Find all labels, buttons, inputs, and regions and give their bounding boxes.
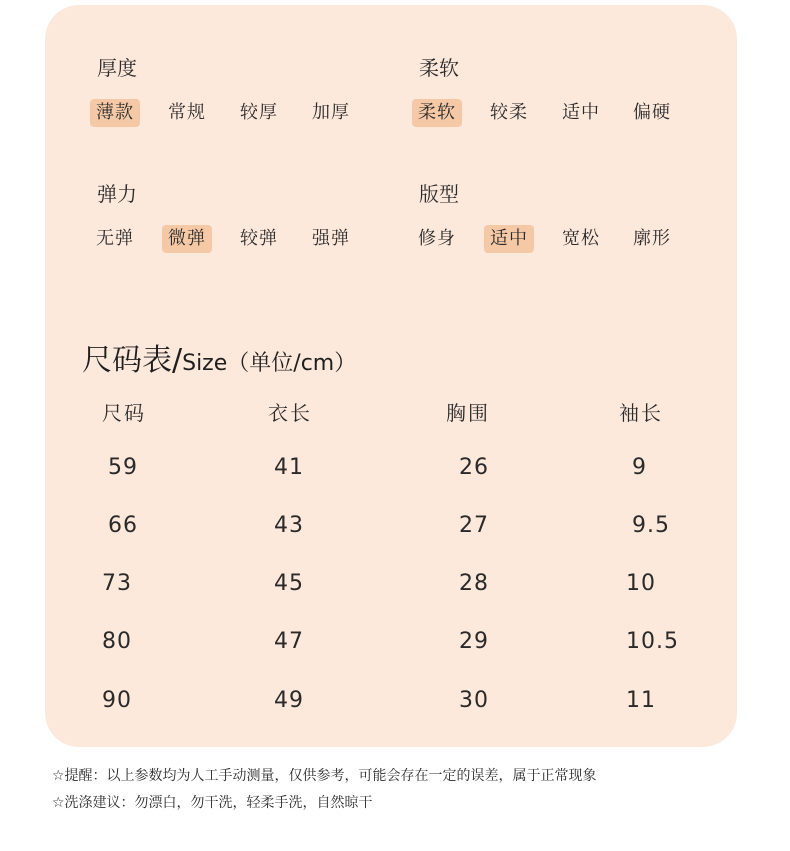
table-cell: 47 [274,629,304,654]
softness-option-stiff: 偏硬 [633,102,671,123]
softness-option-medium: 适中 [562,102,600,123]
size-table-unit: （单位/cm） [227,351,357,376]
measurement-reminder: ☆提醒：以上参数均为人工手动测量，仅供参考，可能会存在一定的误差，属于正常现象 [52,768,597,784]
header-chest: 胸围 [446,401,490,425]
elasticity-option-slight: 微弹 [162,225,212,253]
fit-option-regular: 适中 [484,225,534,253]
table-cell: 27 [459,513,489,538]
header-size: 尺码 [102,401,146,425]
thickness-option-thickest: 加厚 [312,102,350,123]
table-cell: 10.5 [626,629,679,654]
size-table-title-cn: 尺码表/ [82,343,183,378]
elasticity-title: 弹力 [97,182,137,206]
softness-option-soft: 柔软 [412,99,462,127]
table-cell: 41 [274,455,304,480]
header-length: 衣长 [268,401,312,425]
softness-title: 柔软 [419,56,459,80]
softness-option-softer: 较柔 [490,102,528,123]
table-cell: 9.5 [632,513,670,538]
table-cell: 45 [274,571,304,596]
washing-advice: ☆洗涤建议：勿漂白，勿干洗，轻柔手洗，自然晾干 [52,795,373,811]
thickness-option-regular: 常规 [168,102,206,123]
table-cell: 80 [102,629,132,654]
table-cell: 43 [274,513,304,538]
size-table-title-en: Size [182,351,228,376]
table-cell: 59 [108,455,138,480]
table-cell: 49 [274,688,304,713]
table-cell: 28 [459,571,489,596]
thickness-title: 厚度 [97,56,137,80]
thickness-option-thicker: 较厚 [240,102,278,123]
fit-option-slim: 修身 [418,228,456,249]
fit-option-oversized: 廓形 [633,228,671,249]
table-cell: 26 [459,455,489,480]
table-cell: 11 [626,688,656,713]
fit-option-loose: 宽松 [562,228,600,249]
table-cell: 29 [459,629,489,654]
table-cell: 66 [108,513,138,538]
thickness-option-thin: 薄款 [90,99,140,127]
table-cell: 10 [626,571,656,596]
size-table-title [82,335,356,379]
table-cell: 73 [102,571,132,596]
table-cell: 9 [632,455,647,480]
elasticity-option-medium: 较弹 [240,228,278,249]
table-cell: 30 [459,688,489,713]
elasticity-option-none: 无弹 [96,228,134,249]
table-cell: 90 [102,688,132,713]
fit-title: 版型 [419,182,459,206]
elasticity-option-strong: 强弹 [312,228,350,249]
header-sleeve: 袖长 [619,401,663,425]
